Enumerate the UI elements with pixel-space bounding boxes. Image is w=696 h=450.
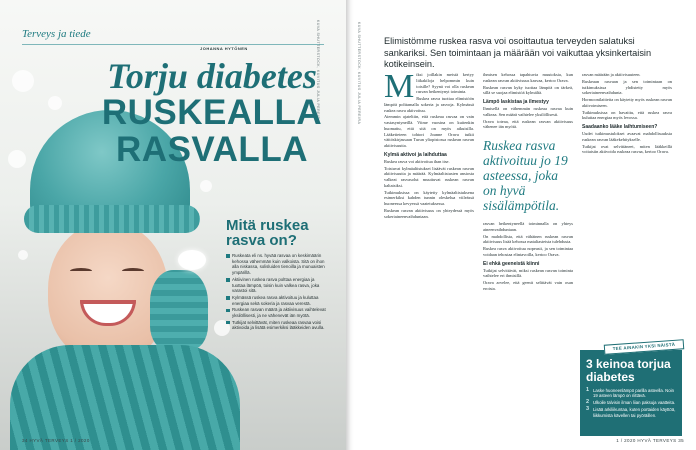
subheading: Kylmä aktivoi ja laihduttaa — [384, 151, 447, 158]
paragraph: Ihmisellä on vähemmän ruskeaa rasvaa kuin valkeaa. Sen määrä vaihtelee yksilöllisesti. — [483, 106, 573, 117]
tip-item: 1 Laske huoneenlämpö parilla asteella. Noin 19 asteen lämpö on riittävä. — [586, 387, 674, 399]
bokeh-light — [8, 150, 26, 168]
paragraph: Tutkijat selvittävät, miksi ruskean rasvan toiminta vaihtelee eri ihmisillä. — [483, 267, 573, 279]
paragraph: Ruskeaan rasvaan ja sen toimintaan on tutkimuksissa yhdistetty myös sokeriaineenvaihdunta. — [582, 78, 672, 96]
subheading: Ei ehkä geeneistä kiinni — [483, 260, 540, 267]
right-page — [354, 0, 696, 450]
paragraph: Ruskean rasvan kyky tuottaa lämpöä on tärkeä, sillä se suojaa elimistöä kylmältä. — [483, 84, 573, 96]
paragraph: ihmisen kehossa tapahtuvia muutoksia, kun ruskean rasvan aktiivisuus kasvaa, kertoo Orava. — [483, 72, 573, 83]
article-column-3 — [582, 72, 672, 156]
bokeh-light — [18, 250, 28, 260]
tip-number: 1 — [586, 387, 590, 393]
author-byline: JOHANNA HYTÖNEN — [200, 46, 248, 51]
paragraph: Ruskea rasva tuottaa elimistöön lämpöä polttamalla sokeria ja rasvoja. Kylmässä ruskea rasva aktivoituu. — [384, 96, 474, 113]
square-bullet-icon — [226, 254, 230, 258]
sidebar-item: Ruskean rasvan määrä ja aktiivisuus vaihtelevat yksilöllisesti, ja ne vähenevät iän myötä. — [226, 307, 326, 318]
paragraph: Aiemmin ajateltiin, että ruskeaa rasvaa on vain vastasyntyneillä. Viime vuosina on kuitenkin huomattu, että sitä on myös aikuisilla. Lääketieteen tohtori Joanne Orava tutkii väitöskirjassaan Turun yliopistossa ruskean rasvan aktiivisuutta. — [384, 114, 474, 148]
paragraph: Toistuvat kylmäaltistukset lisäävät ruskean rasvan aktiivisuutta ja määrää. Kylmäaltistusten ansiosta valkeat rasvasolut muuttuvat ruskean rasvan kaltaisiksi. — [384, 165, 474, 188]
headline-line-2: RUSKEALLA — [101, 93, 323, 132]
paragraph: rasvan heikentyneellä toiminnalla on yhteys aineenvaihduntaan. — [483, 221, 573, 232]
photo-glove — [150, 270, 208, 350]
info-sidebar — [226, 218, 326, 332]
paragraph: Ruskea rasva voi aktivoitua ihan itse. — [384, 158, 450, 164]
photo-scarf — [10, 345, 240, 450]
paragraph: Hormoonilaitteita on käytetty myös ruskean rasvan aktivoimiseen. — [582, 97, 672, 108]
tip-item: 3 Lisää arkiliikuntaa, kuten portaiden käyttöä, liikkumista kävellen tai pyöräillen. — [586, 406, 676, 418]
paragraph: rasvan määrään ja aktiivisuuteen. — [582, 72, 641, 77]
page-footer-right: 1 / 2020 HYVÄ TERVEYS 35 — [616, 438, 684, 443]
paragraph: Ruskea rasva aktivoituu nopeasti, ja sen toimintaa voidaan tehostaa elintavoilla, kertoo Orava. — [483, 246, 573, 257]
page-footer-left: 34 HYVÄ TERVEYS 1 / 2020 — [22, 438, 90, 443]
tips-list — [586, 388, 676, 418]
article-column-2 — [483, 72, 573, 293]
headline — [82, 58, 342, 168]
sidebar-item: Ruskeata eli ns. hyvää rasvaa on keskimäärin kehossa vähemmän kuin valkoista. Sitä on ihon alla niskassa, solisluiden tienoilla ja munuaisten ympärillä. — [226, 253, 326, 276]
page-spine-shadow — [346, 0, 354, 450]
photo-credit: KUVA SHUTTERSTOCK, KUVITUS JULIA PEREIRA — [357, 22, 361, 125]
headline-line-1: Torju diabetes — [107, 56, 317, 96]
tip-item: 2 Ulkoile talvisin ilman liian paksuja vaatteita. — [586, 399, 676, 406]
tips-box — [580, 350, 682, 436]
article-column-1 — [384, 68, 474, 220]
subheading: Saadaanko lääke laihtumiseen? — [582, 124, 658, 130]
tips-tab-label: TEE AINAKIN YKSI NÄISTÄ — [604, 339, 685, 355]
paragraph: Tutkijat ovat selvittäneet, miten lääkkeillä voitaisiin aktivoida ruskeaa rasvaa, kertoo Orava. — [582, 143, 672, 155]
paragraph: Tutkimuksissa on käytetty kylmäaltistuksena esimerkiksi kahden tunnin oleskelua viileässä huoneessa kevyessä vaatetuksessa. — [384, 189, 474, 206]
paragraph: Tutkimuksissa on havaittu, että ruskea rasva kuluttaa energiaa myös levossa. — [582, 109, 672, 121]
paragraph: On mahdollista, että vähäinen ruskean rasvan aktiivisuus lisää kehossa mataliasteista tulehdusta. — [483, 233, 573, 245]
tip-number: 2 — [586, 399, 590, 406]
section-tag: Terveys ja tiede — [22, 28, 91, 40]
pull-quote: Ruskea rasva aktivoituu jo 19 asteessa, joka on hyvä sisälämpötila. — [483, 138, 568, 213]
square-bullet-icon — [226, 278, 230, 282]
paragraph: Miksi joillakin meistä kertyy liikakiloja helpommin kuin toisille? Syynä voi olla ruskean rasvan heikentynyt toiminta. — [384, 68, 474, 105]
photo-hat-brim — [24, 205, 200, 233]
photo-eye-right — [122, 268, 144, 274]
paragraph: Uudet tutkimustulokset avaavat mahdollisuuksia ruskean rasvan lääkekehitykselle. — [582, 131, 672, 142]
photo-snowball — [178, 250, 206, 270]
tips-title: 3 keinoa torjua diabetes — [586, 357, 671, 384]
section-divider — [22, 44, 324, 45]
sidebar-item: Aktiivinen ruskea rasva polttaa energiaa ja tuottaa lämpöä, toisin kuin valkea rasva, joka varastoi sitä. — [226, 277, 326, 294]
photo-credit: KUVA SHUTTERSTOCK, KUVITUS JULIA PEREIRA — [316, 20, 320, 123]
sidebar-item: Tutkijat selvittävät, miten ruskeaa rasvaa voisi aktivoida ja lisätä esimerkiksi lääkkeiden avulla. — [226, 320, 326, 331]
photo-eye-left — [70, 268, 92, 274]
square-bullet-icon — [226, 321, 230, 325]
paragraph: Ruskean rasvan aktiivisuus on yhteydessä myös sokeriaineenvaihduntaan. — [384, 207, 474, 219]
drop-cap: M — [384, 68, 415, 105]
paragraph: Orava toteaa, että ruskean rasvan aktiivisuus vähenee iän myötä. — [483, 118, 573, 130]
tip-number: 3 — [586, 406, 590, 413]
subheading: Lämpö laskistaa ja ilmestyy — [483, 99, 549, 105]
sidebar-title: Mitä ruskea rasva on? — [226, 217, 309, 249]
square-bullet-icon — [226, 309, 230, 313]
bokeh-light — [48, 96, 62, 110]
left-page — [0, 0, 346, 450]
headline-line-3: RASVALLA — [116, 130, 308, 169]
square-bullet-icon — [226, 296, 230, 300]
sidebar-item: Kylmässä ruskea rasva aktivoituu ja kuluttaa energiaa sekä sokeria ja rasvaa verestä. — [226, 295, 326, 306]
bokeh-light — [200, 180, 212, 192]
paragraph: Orava arvelee, että geenit selittävät vain osan eroista. — [483, 280, 573, 291]
article-ingress: Elimistömme ruskea rasva voi osoittautua terveyden salatuksi sankariksi. Sen toimintaan ja määrään voi vaikuttaa yksinkertaisin kotikeinsein. — [384, 36, 652, 69]
sidebar-list — [226, 253, 326, 331]
bokeh-light — [12, 70, 34, 92]
